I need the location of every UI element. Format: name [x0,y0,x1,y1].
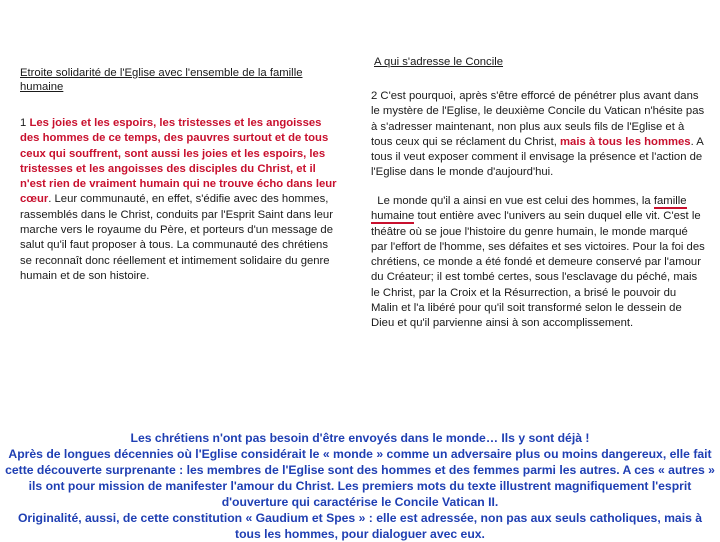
highlighted-phrase: mais à tous les hommes [560,135,691,148]
highlighted-intro: Les joies et les espoirs, les tristesses et les angoisses des hommes de ce temps, des pauvres surtout et de tous ceux qui souffrent, sont aussi les joies et les espoirs, les tristesses et les angoisses des disciples du Christ, et il n'est rien de vraiment humain qui ne trouve écho dans leur cœur [20,117,337,206]
paragraph-number: 1 [20,117,27,129]
right-paragraph-2 [371,194,706,332]
commentary-headline: Les chrétiens n'ont pas besoin d'être envoyés dans le monde… Ils y sont déjà ! [130,431,590,445]
left-paragraph [20,116,340,284]
paragraph-text: . A tous il veut exposer comment il envisage la présence et l'action de l'Eglise dans le monde d'aujourd'hui. [371,135,704,179]
commentary-paragraph-2: Originalité, aussi, de cette constitution « Gaudium et Spes » : elle est adressée, non pas aux seuls catholiques, mais à tous les hommes, pour dialoguer avec eux. [17,511,703,541]
paragraph-text: . Leur communauté, en effet, s'édifie avec des hommes, rassemblés dans le Christ, conduits par l'Esprit Saint dans leur marche vers le royaume du Père, et porteurs d'un message de salut qu'il faut proposer à tous. La communauté des chrétiens se reconnaît donc réellement et intimement solidaire du genre humain et de son histoire. [20,193,333,282]
left-heading: Etroite solidarité de l'Eglise avec l'ensemble de la famille humaine [20,67,303,93]
commentary-paragraph: Après de longues décennies où l'Eglise considérait le « monde » comme un adversaire plus ou moins dangereux, elle fait cette découverte surprenante : les membres de l'Eglise sont des hommes et des femmes parmi les autres. A ces « autres » ils ont pour mission de manifester l'amour du Christ. Les premiers mots du texte illustrent magnifiquement l'esprit d'ouverture qui caractérise le Concile Vatican II. [5,447,715,509]
commentary-block [5,430,715,542]
paragraph-text: tout entière avec l'univers au sein duquel elle vit. C'est le théâtre où se joue l'histoire du genre humain, le monde marqué par l'effort de l'homme, ses défaites et ses victoires. Pour la foi des chrétiens, ce monde a été fondé et demeure conservé par l'amour du Créateur; il est tombé certes, sous l'esclavage du péché, mais le Christ, par la Croix et la Résurrection, a brisé le pouvoir du Malin et l'a libéré pour qu'il soit transformé selon le dessein de Dieu et qu'il parvienne ainsi à son accomplissement. [371,210,705,330]
underlined-phrase: famille humaine [371,195,687,223]
right-paragraph-1 [371,89,706,181]
right-heading: A qui s'adresse le Concile [374,56,504,68]
paragraph-text: Le monde qu'il a ainsi en vue est celui des hommes, la [377,195,654,207]
paragraph-text: 2 C'est pourquoi, après s'être efforcé de pénétrer plus avant dans le mystère de l'Eglise, le deuxième Concile du Vatican n'hésite pas à s'adresser maintenant, non plus aux seuls fils de l'Eglise et à tous ceux qui se réclament du Christ, [371,90,705,148]
